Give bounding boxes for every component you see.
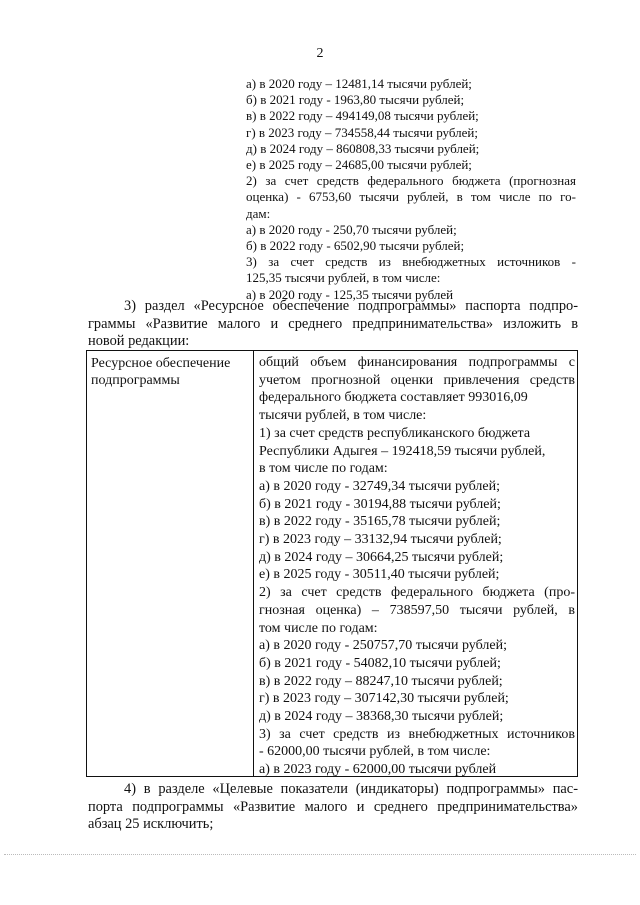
content-line: б) в 2021 году - 30194,88 тысячи рублей; xyxy=(259,496,501,512)
table-row-label xyxy=(91,355,249,389)
content-line: в) в 2022 году – 88247,10 тысячи рублей; xyxy=(259,673,503,689)
content-line: а) в 2020 году - 250757,70 тысячи рублей; xyxy=(259,638,507,654)
list-item: дам: xyxy=(246,205,271,221)
content-line: г) в 2023 году – 307142,30 тысячи рублей; xyxy=(259,691,509,707)
list-item: в) в 2022 году – 494149,08 тысячи рублей; xyxy=(246,108,479,124)
content-line: Республики Адыгея – 192418,59 тысячи рублей, xyxy=(259,443,546,459)
page-number: 2 xyxy=(316,46,324,61)
content-line: а) в 2020 году - 32749,34 тысячи рублей; xyxy=(259,478,500,494)
content-line: учетом прогнозной оценки привлечения средств xyxy=(259,372,575,388)
content-line: 2) за счет средств федерального бюджета (про- xyxy=(259,585,575,601)
paragraph-line: абзац 25 исключить; xyxy=(88,816,214,832)
list-item: а) в 2020 году - 250,70 тысячи рублей; xyxy=(246,221,457,237)
label-line: подпрограммы xyxy=(91,373,180,388)
list-item: 125,35 тысячи рублей, в том числе: xyxy=(246,270,441,286)
list-item: а) в 2020 году - 125,35 тысячи рублей xyxy=(246,286,454,302)
content-line: федерального бюджета составляет 993016,09 xyxy=(259,390,528,406)
content-line: д) в 2024 году – 30664,25 тысячи рублей; xyxy=(259,549,504,565)
list-item: г) в 2023 году – 734558,44 тысячи рублей; xyxy=(246,124,478,140)
content-line: в) в 2022 году - 35165,78 тысячи рублей; xyxy=(259,514,501,530)
paragraph-line: новой редакции: xyxy=(88,333,190,349)
list-item: 3) за счет средств из внебюджетных источников - xyxy=(246,254,576,270)
list-item: б) в 2021 году - 1963,80 тысячи рублей; xyxy=(246,92,465,108)
paragraph-line: 4) в разделе «Целевые показатели (индикаторы) подпрограммы» пас- xyxy=(124,781,578,797)
content-line: 1) за счет средств республиканского бюджета xyxy=(259,425,531,441)
content-line: - 62000,00 тысячи рублей, в том числе: xyxy=(259,744,491,760)
paragraph-3 xyxy=(88,298,578,351)
content-line: б) в 2021 году - 54082,10 тысячи рублей; xyxy=(259,655,501,671)
list-item: 2) за счет средств федерального бюджета (прогнозная xyxy=(246,173,576,189)
content-line: 3) за счет средств из внебюджетных источников xyxy=(259,726,575,742)
list-item: а) в 2020 году – 12481,14 тысячи рублей; xyxy=(246,76,472,91)
paragraph-4 xyxy=(88,781,578,834)
list-item: е) в 2025 году – 24685,00 тысячи рублей; xyxy=(246,157,472,173)
content-line: в том числе по годам: xyxy=(259,461,388,477)
table-column-divider xyxy=(253,351,254,776)
content-line: а) в 2023 году - 62000,00 тысячи рублей xyxy=(259,762,497,778)
paragraph-line: граммы «Развитие малого и среднего предпринимательства» изложить в xyxy=(88,315,578,332)
scan-edge-line xyxy=(4,854,636,855)
table-row-content xyxy=(259,354,575,779)
funding-list-continued xyxy=(246,76,576,303)
list-item: б) в 2022 году - 6502,90 тысячи рублей; xyxy=(246,238,465,254)
list-item: д) в 2024 году – 860808,33 тысячи рублей; xyxy=(246,140,480,156)
paragraph-line: 3) раздел «Ресурсное обеспечение подпрограммы» паспорта подпро- xyxy=(124,298,578,314)
content-line: е) в 2025 году - 30511,40 тысячи рублей; xyxy=(259,567,500,583)
content-line: тысячи рублей, в том числе: xyxy=(259,408,427,424)
content-line: гнозная оценка) – 738597,50 тысячи рублей, в xyxy=(259,602,575,618)
content-line: д) в 2024 году – 38368,30 тысячи рублей; xyxy=(259,709,504,725)
paragraph-line: порта подпрограммы «Развитие малого и среднего предпринимательства» xyxy=(88,798,578,815)
resource-provision-table xyxy=(86,350,578,777)
content-line: том числе по годам: xyxy=(259,620,378,636)
list-item: оценка) - 6753,60 тысячи рублей, в том числе по го- xyxy=(246,189,576,205)
label-line: Ресурсное обеспечение xyxy=(91,356,231,371)
content-line: общий объем финансирования подпрограммы с xyxy=(259,355,575,370)
content-line: г) в 2023 году – 33132,94 тысячи рублей; xyxy=(259,532,502,548)
